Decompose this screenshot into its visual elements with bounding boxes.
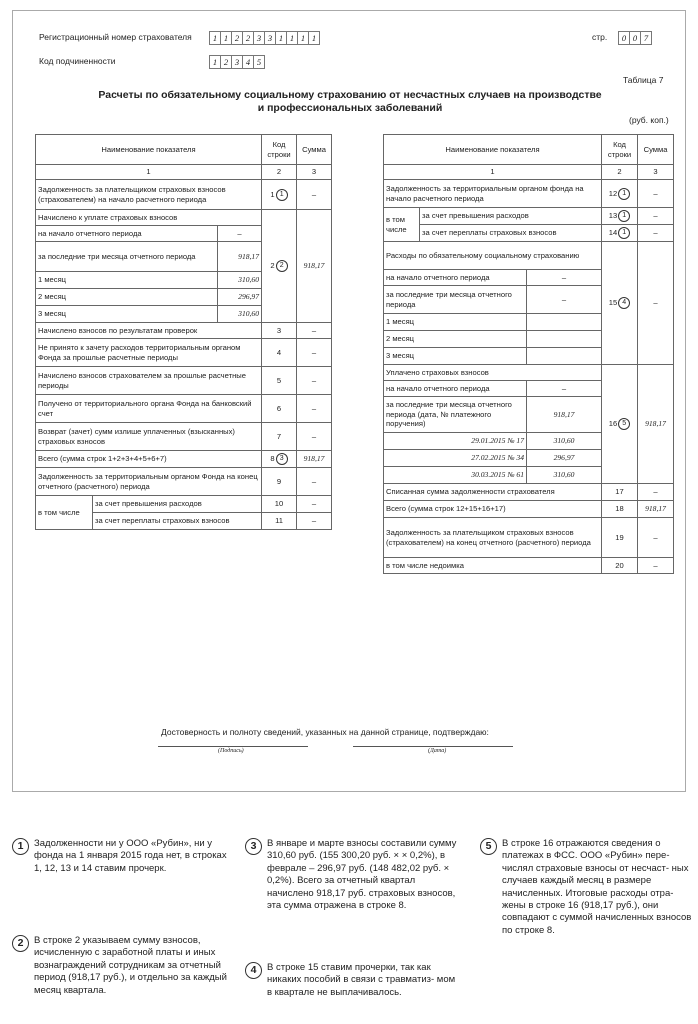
- confirmation-text: Достоверность и полноту сведений, указанных на данной странице, подтверждаю:: [161, 727, 489, 737]
- row-code: 4: [262, 339, 297, 367]
- row-sum: 918,17: [638, 365, 674, 484]
- row-name: 3 месяц: [384, 348, 527, 365]
- incl-label: в том числе: [36, 496, 93, 530]
- code-value: 1: [270, 189, 275, 199]
- date-caption: (Дата): [428, 748, 447, 754]
- sub-code-label: Код подчиненности: [39, 56, 116, 66]
- row-code: 20: [602, 558, 638, 574]
- digit-cell: 5: [253, 55, 265, 69]
- marker-1: 1: [618, 210, 630, 222]
- row-sum: 918,17: [638, 501, 674, 518]
- row-code: [262, 180, 297, 210]
- payment-order: 30.03.2015 № 61: [384, 467, 527, 484]
- payment-order: 29.01.2015 № 17: [384, 433, 527, 450]
- code-value: 2: [270, 261, 275, 270]
- note-text: В строке 2 указываем сумму взносов, исчисленную с заработной платы и иных вознаграждений сотрудникам за отчетный период (918,17 руб.), и отдельно за каждый месяц квартала.: [34, 935, 227, 996]
- col-num: 2: [602, 165, 638, 180]
- table-row: [384, 208, 674, 225]
- row-value: –: [527, 286, 602, 314]
- row-value: 918,17: [218, 242, 262, 272]
- signature-caption: (Подпись): [218, 748, 244, 754]
- table-header-row: [384, 135, 674, 165]
- digit-cell: 1: [209, 55, 221, 69]
- row-code: [602, 208, 638, 225]
- table-row: [36, 451, 332, 468]
- sub-code-cells: [209, 55, 264, 69]
- marker-1: 1: [618, 188, 630, 200]
- row-value: 310,60: [527, 433, 602, 450]
- row-name: на начало отчетного периода: [36, 226, 218, 242]
- code-value: 14: [608, 228, 618, 237]
- incl-label: в том числе: [384, 208, 420, 242]
- col-num: 3: [638, 165, 674, 180]
- row-name: Всего (сумма строк 12+15+16+17): [384, 501, 602, 518]
- code-value: 16: [608, 419, 618, 428]
- payment-order: 27.02.2015 № 34: [384, 450, 527, 467]
- row-sum: –: [638, 558, 674, 574]
- code-value: 15: [608, 298, 618, 307]
- row-code: 19: [602, 518, 638, 558]
- row-name: 1 месяц: [384, 314, 527, 331]
- row-name: Не принято к зачету расходов территориальным органом Фонда за прошлые расчетные периоды: [36, 339, 262, 367]
- row-name: Всего (сумма строк 1+2+3+4+5+6+7): [36, 451, 262, 468]
- row-value: –: [527, 381, 602, 397]
- row-name: Задолженность за территориальным органом Фонда на конец отчетного (расчетного) периода: [36, 468, 262, 496]
- marker-4: 4: [618, 297, 630, 309]
- row-sum: –: [297, 423, 332, 451]
- digit-cell: 2: [220, 55, 232, 69]
- table-row: [36, 339, 332, 367]
- note-number: 4: [245, 962, 262, 979]
- row-sum: –: [638, 225, 674, 242]
- row-name: в том числе недоимка: [384, 558, 602, 574]
- code-value: 12: [608, 188, 618, 198]
- row-name: за счет превышения расходов: [93, 496, 262, 513]
- digit-cell: 3: [231, 55, 243, 69]
- date-line: [353, 746, 513, 747]
- row-value: 310,60: [218, 272, 262, 289]
- table-row: [36, 323, 332, 339]
- table-row: [384, 180, 674, 208]
- table-row: [36, 367, 332, 395]
- marker-5: 5: [618, 418, 630, 430]
- row-code: [602, 180, 638, 208]
- digit-cell: 0: [618, 31, 630, 45]
- note-number: 3: [245, 838, 262, 855]
- digit-cell: 7: [640, 31, 652, 45]
- table-number: Таблица 7: [623, 75, 664, 85]
- header-name: Наименование показателя: [36, 135, 262, 165]
- marker-1: 1: [618, 227, 630, 239]
- row-sum: –: [638, 180, 674, 208]
- row-name: за счет превышения расходов: [420, 208, 602, 225]
- column-numbers-row: [384, 165, 674, 180]
- row-code: 17: [602, 484, 638, 501]
- digit-cell: 4: [242, 55, 254, 69]
- digit-cell: 1: [308, 31, 320, 45]
- row-name: за последние три месяца отчетного периода: [384, 286, 527, 314]
- note-text: Задолженности ни у ООО «Рубин», ни у фонда на 1 января 2015 года нет, в строках 1, 12, 13 и 14 ставим прочерк.: [34, 838, 227, 874]
- marker-3: 3: [276, 453, 288, 465]
- note-number: 1: [12, 838, 29, 855]
- digit-cell: 3: [264, 31, 276, 45]
- row-value: –: [218, 226, 262, 242]
- column-numbers-row: [36, 165, 332, 180]
- row-code: [602, 242, 638, 365]
- row-name: за счет переплаты страховых взносов: [420, 225, 602, 242]
- row-sum: –: [297, 395, 332, 423]
- marker-1: 1: [276, 189, 288, 201]
- header-code: Код строки: [262, 135, 297, 165]
- digit-cell: 1: [297, 31, 309, 45]
- page-label: стр.: [592, 32, 608, 42]
- digit-cell: 3: [253, 31, 265, 45]
- digit-cell: 0: [629, 31, 641, 45]
- row-sum: –: [638, 484, 674, 501]
- row-name: 2 месяц: [36, 289, 218, 306]
- digit-cell: 1: [286, 31, 298, 45]
- row-name: на начало отчетного периода: [384, 381, 527, 397]
- row-code: 3: [262, 323, 297, 339]
- row-name: Получено от территориального органа Фонда на банковский счет: [36, 395, 262, 423]
- table-row: [36, 395, 332, 423]
- row-sum: –: [297, 180, 332, 210]
- row-code: 6: [262, 395, 297, 423]
- note-number: 2: [12, 935, 29, 952]
- note-text: В строке 15 ставим прочерки, так как никаких пособий в связи с травматиз- мом в квартале не выплачивалось.: [267, 962, 456, 998]
- table-row: [384, 484, 674, 501]
- header-name: Наименование показателя: [384, 135, 602, 165]
- row-name: 2 месяц: [384, 331, 527, 348]
- row-code: [602, 225, 638, 242]
- row-code: 7: [262, 423, 297, 451]
- right-table: [383, 134, 674, 574]
- row-code: 11: [262, 513, 297, 530]
- row-value: [527, 314, 602, 331]
- row-code: 10: [262, 496, 297, 513]
- table-row: [36, 496, 332, 513]
- row-code: 18: [602, 501, 638, 518]
- table-row: [36, 423, 332, 451]
- reg-number-label: Регистрационный номер страхователя: [39, 32, 192, 42]
- row-sum: –: [638, 208, 674, 225]
- row-value: 918,17: [527, 397, 602, 433]
- note-text: В строке 16 отражаются сведения о платежах в ФСС. ООО «Рубин» пере- числял страховые взносы от несчаст- ных случаев каждый месяц в размере начисленных. Итоговые расходы отра- жены в строке 16 (918,17 руб.), они совпадают с суммой начисленных взносов по строке 8.: [502, 838, 692, 936]
- col-num: 3: [297, 165, 332, 180]
- title-line-2: и профессиональных заболеваний: [257, 102, 443, 114]
- row-name: за последние три месяца отчетного периода (дата, № платежного поручения): [384, 397, 527, 433]
- row-name: Начислено к уплате страховых взносов: [36, 210, 262, 226]
- row-sum: –: [297, 367, 332, 395]
- header-code: Код строки: [602, 135, 638, 165]
- row-value: 296,97: [218, 289, 262, 306]
- row-code: 5: [262, 367, 297, 395]
- row-name: Уплачено страховых взносов: [384, 365, 602, 381]
- row-code: [262, 210, 297, 323]
- row-sum: –: [638, 242, 674, 365]
- row-sum: –: [297, 339, 332, 367]
- table-row: [36, 468, 332, 496]
- row-value: 310,60: [527, 467, 602, 484]
- row-sum: 918,17: [297, 210, 332, 323]
- signature-line: [158, 746, 308, 747]
- digit-cell: 1: [220, 31, 232, 45]
- row-name: Задолженность за плательщиком страховых взносов (страхователем) на конец отчетного (расчетного) периода: [384, 518, 602, 558]
- table-row: [36, 180, 332, 210]
- title-line-1: Расчеты по обязательному социальному страхованию от несчастных случаев на производстве: [98, 89, 602, 101]
- table-row: [384, 242, 674, 270]
- digit-cell: 1: [275, 31, 287, 45]
- row-sum: –: [297, 468, 332, 496]
- code-value: 13: [608, 211, 618, 220]
- row-sum: 918,17: [297, 451, 332, 468]
- row-value: [527, 331, 602, 348]
- table-header-row: [36, 135, 332, 165]
- form-title: [23, 89, 677, 115]
- row-name: 1 месяц: [36, 272, 218, 289]
- row-name: Задолженность за территориальным органом фонда на начало расчетного периода: [384, 180, 602, 208]
- row-name: Начислено взносов страхователем за прошлые расчетные периоды: [36, 367, 262, 395]
- table-row: [384, 365, 674, 381]
- digit-cell: 2: [231, 31, 243, 45]
- table-row: [384, 225, 674, 242]
- row-value: 296,97: [527, 450, 602, 467]
- digit-cell: 2: [242, 31, 254, 45]
- row-name: Начислено взносов по результатам проверок: [36, 323, 262, 339]
- note-number: 5: [480, 838, 497, 855]
- row-value: –: [527, 270, 602, 286]
- header-sum: Сумма: [297, 135, 332, 165]
- row-name: на начало отчетного периода: [384, 270, 527, 286]
- row-sum: –: [297, 323, 332, 339]
- left-table: [35, 134, 332, 530]
- table-row: [384, 558, 674, 574]
- table-row: [36, 210, 332, 226]
- row-code: [262, 451, 297, 468]
- page-number-cells: [618, 31, 651, 45]
- row-name: Расходы по обязательному социальному страхованию: [384, 242, 602, 270]
- row-value: 310,60: [218, 306, 262, 323]
- note-text: В январе и марте взносы составили сумму 310,60 руб. (155 300,20 руб. × × 0,2%), в феврале – 296,97 руб. (148 482,02 руб. × 0,2%). Всего за отчетный квартал начислено 918,17 руб. страховых взносов, эта сумма отражена в строке 8.: [267, 838, 457, 912]
- units-label: (руб. коп.): [629, 115, 669, 125]
- row-name: за последние три месяца отчетного периода: [36, 242, 218, 272]
- row-sum: –: [297, 513, 332, 530]
- header-sum: Сумма: [638, 135, 674, 165]
- row-code: 9: [262, 468, 297, 496]
- row-name: Возврат (зачет) сумм излише уплаченных (взысканных) страховых взносов: [36, 423, 262, 451]
- row-name: 3 месяц: [36, 306, 218, 323]
- code-value: 8: [270, 454, 275, 463]
- form-page: [12, 10, 686, 792]
- row-sum: –: [297, 496, 332, 513]
- row-name: за счет переплаты страховых взносов: [93, 513, 262, 530]
- row-name: Задолженность за плательщиком страховых взносов (страхователем) на начало расчетного периода: [36, 180, 262, 210]
- row-value: [527, 348, 602, 365]
- row-sum: –: [638, 518, 674, 558]
- table-row: [384, 501, 674, 518]
- marker-2: 2: [276, 260, 288, 272]
- col-num: 2: [262, 165, 297, 180]
- col-num: 1: [384, 165, 602, 180]
- reg-number-cells: [209, 31, 319, 45]
- row-name: Списанная сумма задолженности страхователя: [384, 484, 602, 501]
- table-row: [384, 518, 674, 558]
- row-code: [602, 365, 638, 484]
- col-num: 1: [36, 165, 262, 180]
- digit-cell: 1: [209, 31, 221, 45]
